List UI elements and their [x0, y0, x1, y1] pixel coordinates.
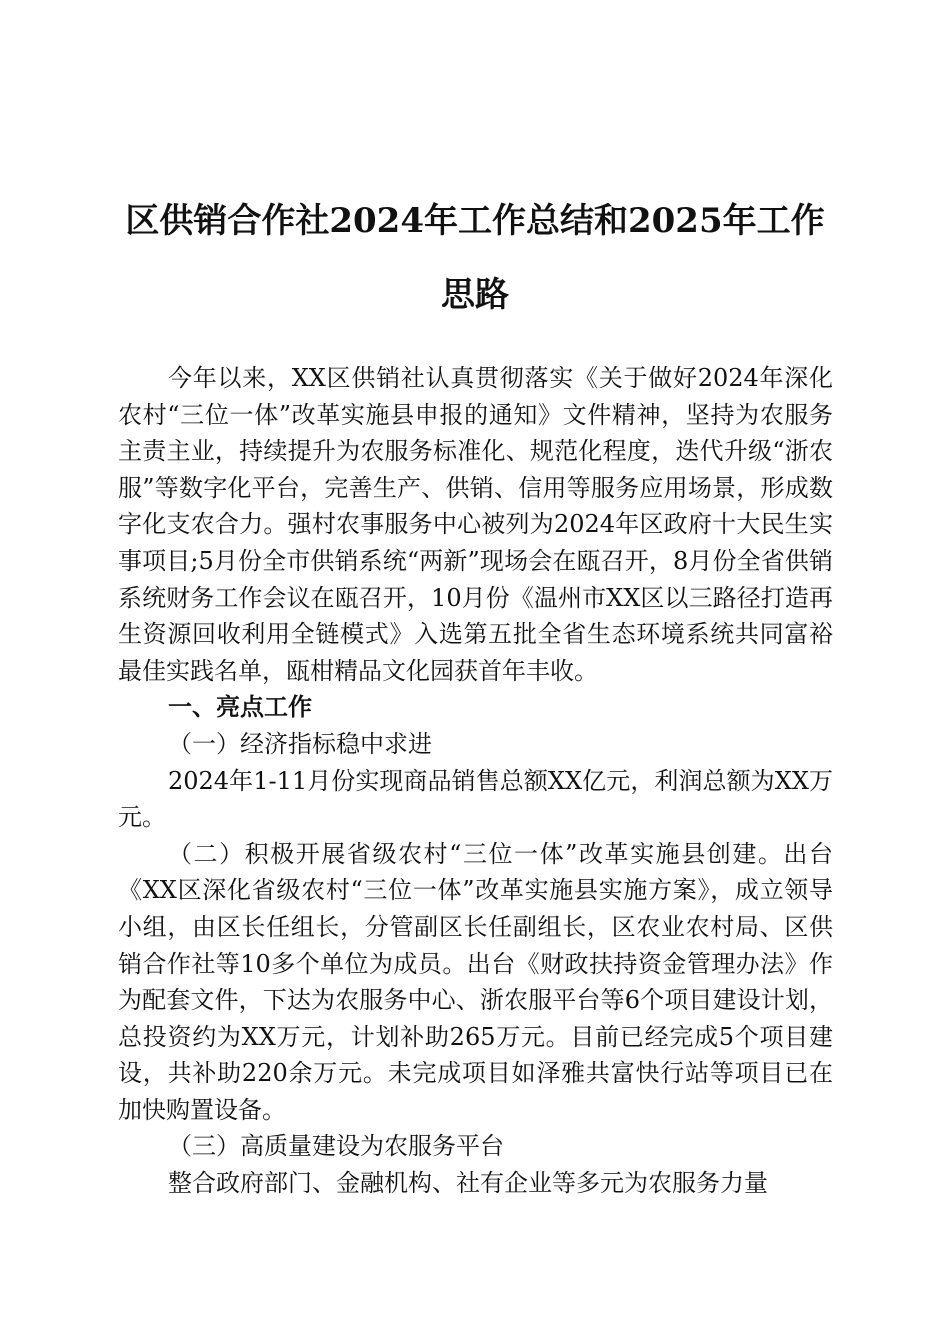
- document-title: [110, 184, 840, 332]
- intro-paragraph: 今年以来，XX区供销社认真贯彻落实《关于做好2024年深化农村“三位一体”改革实施县申报的通知》文件精神，坚持为农服务主责主业，持续提升为农服务标准化、规范化程度，迭代升级“浙农服”等数字化平台，完善生产、供销、信用等服务应用场景，形成数字化支农合力。强村农事服务中心被列为2024年区政府十大民生实事项目;5月份全市供销系统“两新”现场会在瓯召开，8月份全省供销系统财务工作会议在瓯召开，10月份《温州市XX区以三路径打造再生资源回收利用全链模式》入选第五批全省生态环境系统共同富裕最佳实践名单，瓯柑精品文化园获首年丰收。: [118, 364, 833, 685]
- reform-county-paragraph: （二）积极开展省级农村“三位一体”改革实施县创建。出台《XX区深化省级农村“三位一体”改革实施县实施方案》，成立领导小组，由区长任组长，分管副区长任副组长，区农业农村局、区供销合作社等10多个单位为成员。出台《财政扶持资金管理办法》作为配套文件，下达为农服务中心、浙农服平台等6个项目建设计划，总投资约为XX万元，计划补助265万元。目前已经完成5个项目建设，共补助220余万元。未完成项目如泽雅共富快行站等项目已在加快购置设备。: [118, 839, 833, 1124]
- subheading-service-platform: （三）高质量建设为农服务平台: [168, 1132, 504, 1161]
- title-line-1: 区供销合作社2024年工作总结和2025年工作: [125, 201, 825, 241]
- subheading-economic-indicators: （一）经济指标稳中求进: [168, 729, 432, 758]
- economic-indicators-paragraph: 2024年1-11月份实现商品销售总额XX亿元，利润总额为XX万元。: [118, 766, 833, 832]
- section-heading-highlights: 一、亮点工作: [168, 692, 312, 722]
- service-platform-paragraph: 整合政府部门、金融机构、社有企业等多元为农服务力量: [168, 1169, 768, 1198]
- document-body: [118, 360, 833, 1202]
- title-line-2: 思路: [441, 275, 509, 315]
